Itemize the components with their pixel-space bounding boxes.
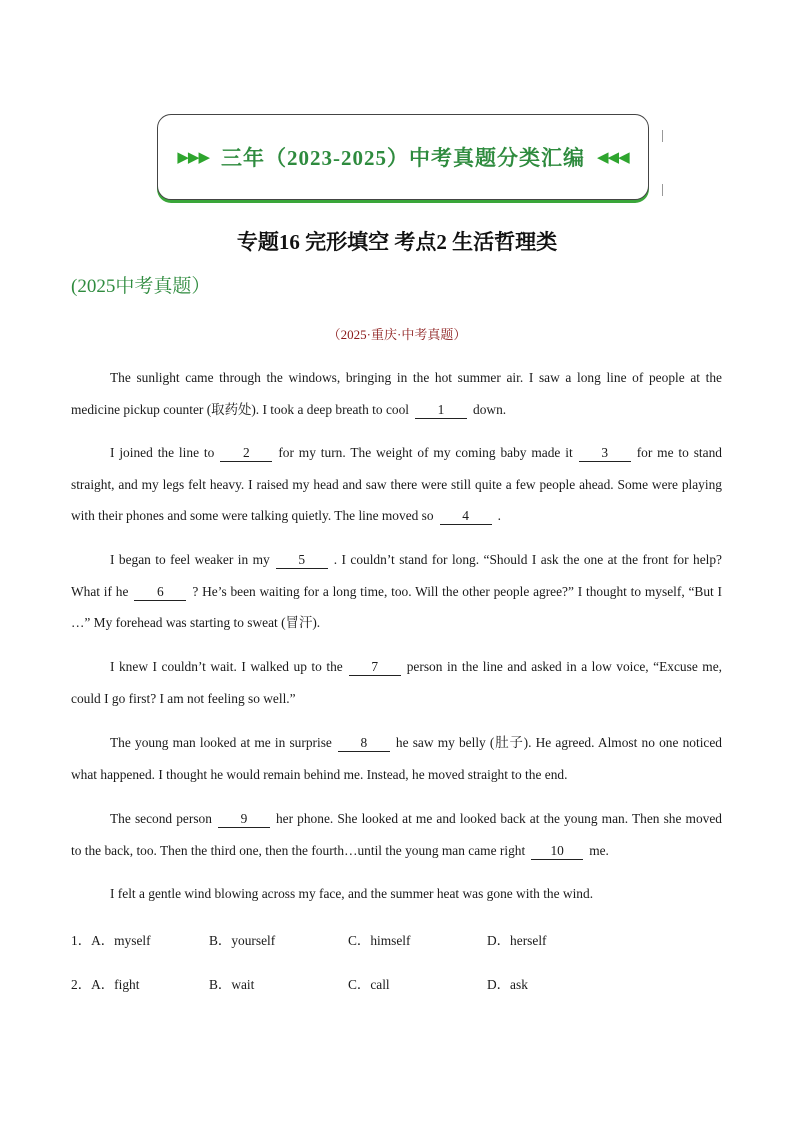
option-a[interactable]: 2．A．fight [71, 977, 140, 992]
option-a[interactable]: 1．A．myself [71, 933, 151, 948]
text-span: me. [589, 842, 609, 858]
title-banner [157, 114, 649, 200]
margin-mark [662, 184, 663, 196]
text-span: I felt a gentle wind blowing across my face, and the summer heat was gone with the wind. [110, 886, 594, 901]
paragraph-7 [71, 878, 722, 910]
text-span: down. [473, 401, 507, 417]
paragraph-2 [71, 437, 722, 532]
blank-10[interactable]: 10 [531, 843, 583, 860]
blank-9[interactable]: 9 [218, 811, 270, 828]
left-arrows-icon: ◀◀◀ [597, 148, 629, 166]
text-span: I joined the line to [110, 445, 215, 460]
right-arrows-icon: ▶▶▶ [177, 148, 209, 166]
section-title: (2025中考真题） [71, 276, 211, 297]
text-span: . [497, 508, 501, 523]
blank-8[interactable]: 8 [338, 735, 390, 752]
text-span: her phone. She looked at me and looked back at the young man. Then she moved to the back, too. Then the third one, then the fourth…until the young man came right [71, 811, 722, 858]
blank-5[interactable]: 5 [276, 552, 328, 569]
text-span: for my turn. The weight of my coming baby made it [278, 445, 573, 460]
margin-mark [662, 130, 663, 142]
text-span: The sunlight came through the windows, bringing in the hot summer air. I saw a long line of people at the medicine pickup counter (取药处). I took a deep breath to cool [71, 370, 722, 417]
option-b[interactable]: B．yourself [209, 933, 276, 948]
topic-title: 专题16 完形填空 考点2 生活哲理类 [236, 230, 558, 254]
text-span: I began to feel weaker in my [110, 552, 270, 567]
banner-title: 三年（2023-2025）中考真题分类汇编 [221, 146, 585, 170]
paragraph-1 [71, 362, 722, 425]
text-span: The young man looked at me in surprise [110, 735, 332, 750]
text-span: person in the line and asked in a low voice, “Excuse me, could I go first? I am not feeling so well.” [71, 659, 722, 706]
text-span: for me to stand straight, and my legs felt heavy. I raised my head and saw there were still quite a few people ahead. Some were playing with their phones and some were talking quietly. The line moved so [71, 445, 722, 523]
option-b[interactable]: B．wait [209, 977, 255, 992]
blank-2[interactable]: 2 [220, 445, 272, 462]
text-span: The second person [110, 811, 212, 826]
option-d[interactable]: D．herself [487, 933, 547, 948]
paragraph-5 [71, 727, 722, 790]
question-1-options [71, 930, 722, 950]
blank-7[interactable]: 7 [349, 659, 401, 676]
text-span: he saw my belly (肚子). He agreed. Almost no one noticed what happened. I thought he would remain behind me. Instead, he moved straight to the end. [71, 735, 722, 782]
paragraph-6 [71, 803, 722, 866]
question-2-options [71, 974, 722, 994]
paragraph-4 [71, 651, 722, 714]
blank-1[interactable]: 1 [415, 402, 467, 419]
option-d[interactable]: D．ask [487, 977, 528, 992]
option-c[interactable]: C．himself [348, 933, 411, 948]
text-span: . I couldn’t stand for long. “Should I ask the one at the front for help? What if he [71, 552, 722, 599]
source-label: （2025·重庆·中考真题） [327, 327, 467, 342]
option-c[interactable]: C．call [348, 977, 390, 992]
paragraph-3 [71, 544, 722, 639]
blank-6[interactable]: 6 [134, 584, 186, 601]
text-span: ? He’s been waiting for a long time, too. Will the other people agree?” I thought to myself, “But I …” My forehead was starting to sweat (冒汗). [71, 583, 722, 630]
blank-4[interactable]: 4 [440, 508, 492, 525]
text-span: I knew I couldn’t wait. I walked up to the [110, 659, 343, 674]
blank-3[interactable]: 3 [579, 445, 631, 462]
